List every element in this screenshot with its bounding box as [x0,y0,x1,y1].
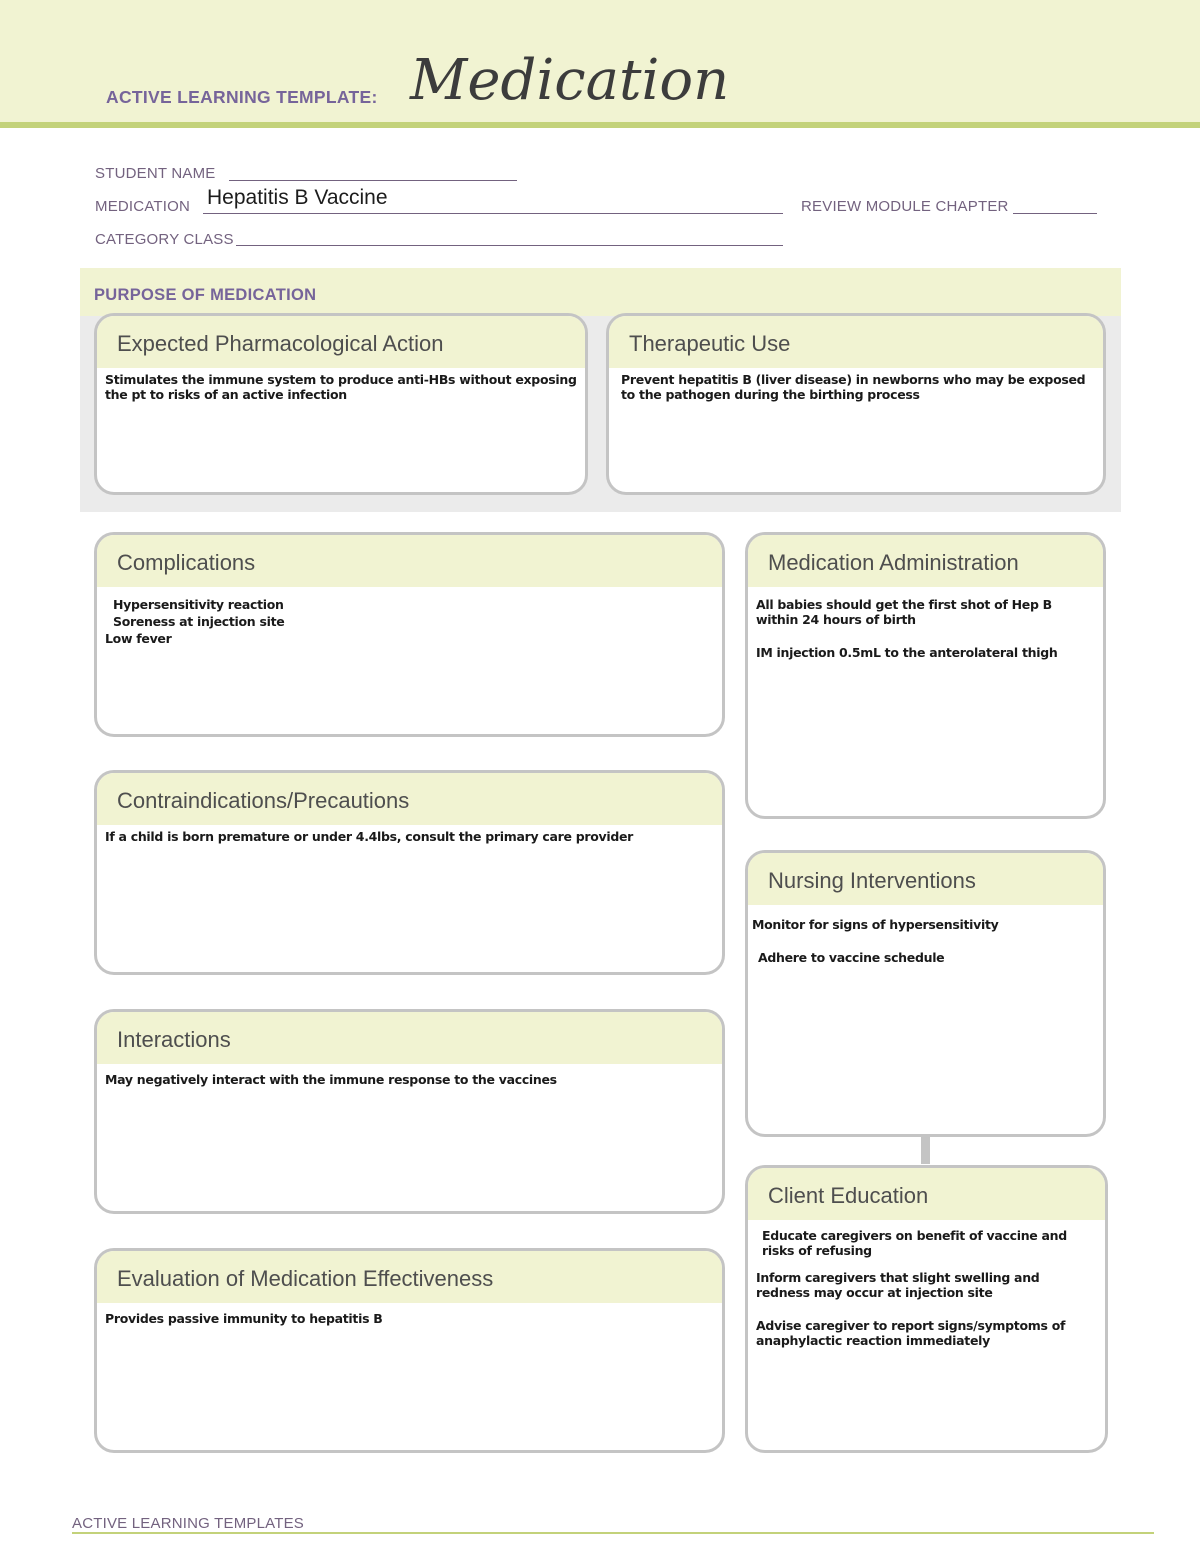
client-education-line: Advise caregiver to report signs/symptoms of anaphylactic reaction immediately [756,1318,1066,1348]
med-admin-line: All babies should get the first shot of Hep B within 24 hours of birth [756,597,1052,627]
medication-value: Hepatitis B Vaccine [207,186,388,209]
nursing-title: Nursing Interventions [748,853,1103,905]
med-admin-line: IM injection 0.5mL to the anterolateral thigh [756,645,1058,660]
therapeutic-use-line: Prevent hepatitis B (liver disease) in newborns who may be exposed to the pathogen during the birthing process [621,372,1086,402]
client-education-line: Inform caregivers that slight swelling and redness may occur at injection site [756,1270,1040,1300]
complications-title: Complications [97,535,722,587]
medication-label: MEDICATION [95,198,191,215]
header-rule [0,122,1200,128]
interactions-box[interactable] [94,1009,725,1214]
column-connector [921,1134,930,1164]
footer-label: ACTIVE LEARNING TEMPLATES [72,1515,304,1532]
contraindications-line: If a child is born premature or under 4.4lbs, consult the primary care provider [105,829,634,844]
student-name-field[interactable] [229,180,517,181]
client-education-line: Educate caregivers on benefit of vaccine and risks of refusing [762,1228,1067,1258]
med-admin-title: Medication Administration [748,535,1103,587]
interactions-line: May negatively interact with the immune response to the vaccines [105,1072,557,1087]
contraindications-box[interactable] [94,770,725,975]
complications-line: Low fever [105,631,172,646]
template-label: ACTIVE LEARNING TEMPLATE: [106,87,378,107]
category-class-label: CATEGORY CLASS [95,231,234,248]
med-admin-box[interactable] [745,532,1106,819]
review-module-label: REVIEW MODULE CHAPTER [801,198,1009,215]
interactions-title: Interactions [97,1012,722,1064]
category-class-field[interactable] [236,245,783,246]
purpose-title: PURPOSE OF MEDICATION [94,286,317,304]
evaluation-box[interactable] [94,1248,725,1453]
student-name-label: STUDENT NAME [95,165,216,182]
expected-action-title: Expected Pharmacological Action [97,316,585,368]
complications-line: Soreness at injection site [113,614,285,629]
evaluation-title: Evaluation of Medication Effectiveness [97,1251,722,1303]
client-education-box[interactable] [745,1165,1108,1453]
expected-action-line: Stimulates the immune system to produce anti-HBs without exposing the pt to risks of an active infection [105,372,577,402]
complications-line: Hypersensitivity reaction [113,597,284,612]
contraindications-title: Contraindications/Precautions [97,773,722,825]
review-module-field[interactable] [1013,213,1097,214]
therapeutic-use-title: Therapeutic Use [609,316,1103,368]
medication-field[interactable] [203,213,783,214]
evaluation-line: Provides passive immunity to hepatitis B [105,1311,383,1326]
client-education-title: Client Education [748,1168,1105,1220]
complications-box[interactable] [94,532,725,737]
footer-rule [72,1532,1154,1534]
page-title: Medication [410,48,730,113]
nursing-line: Monitor for signs of hypersensitivity [752,917,999,932]
therapeutic-use-box[interactable] [606,313,1106,495]
nursing-box[interactable] [745,850,1106,1137]
nursing-line: Adhere to vaccine schedule [758,950,945,965]
expected-action-box[interactable] [94,313,588,495]
